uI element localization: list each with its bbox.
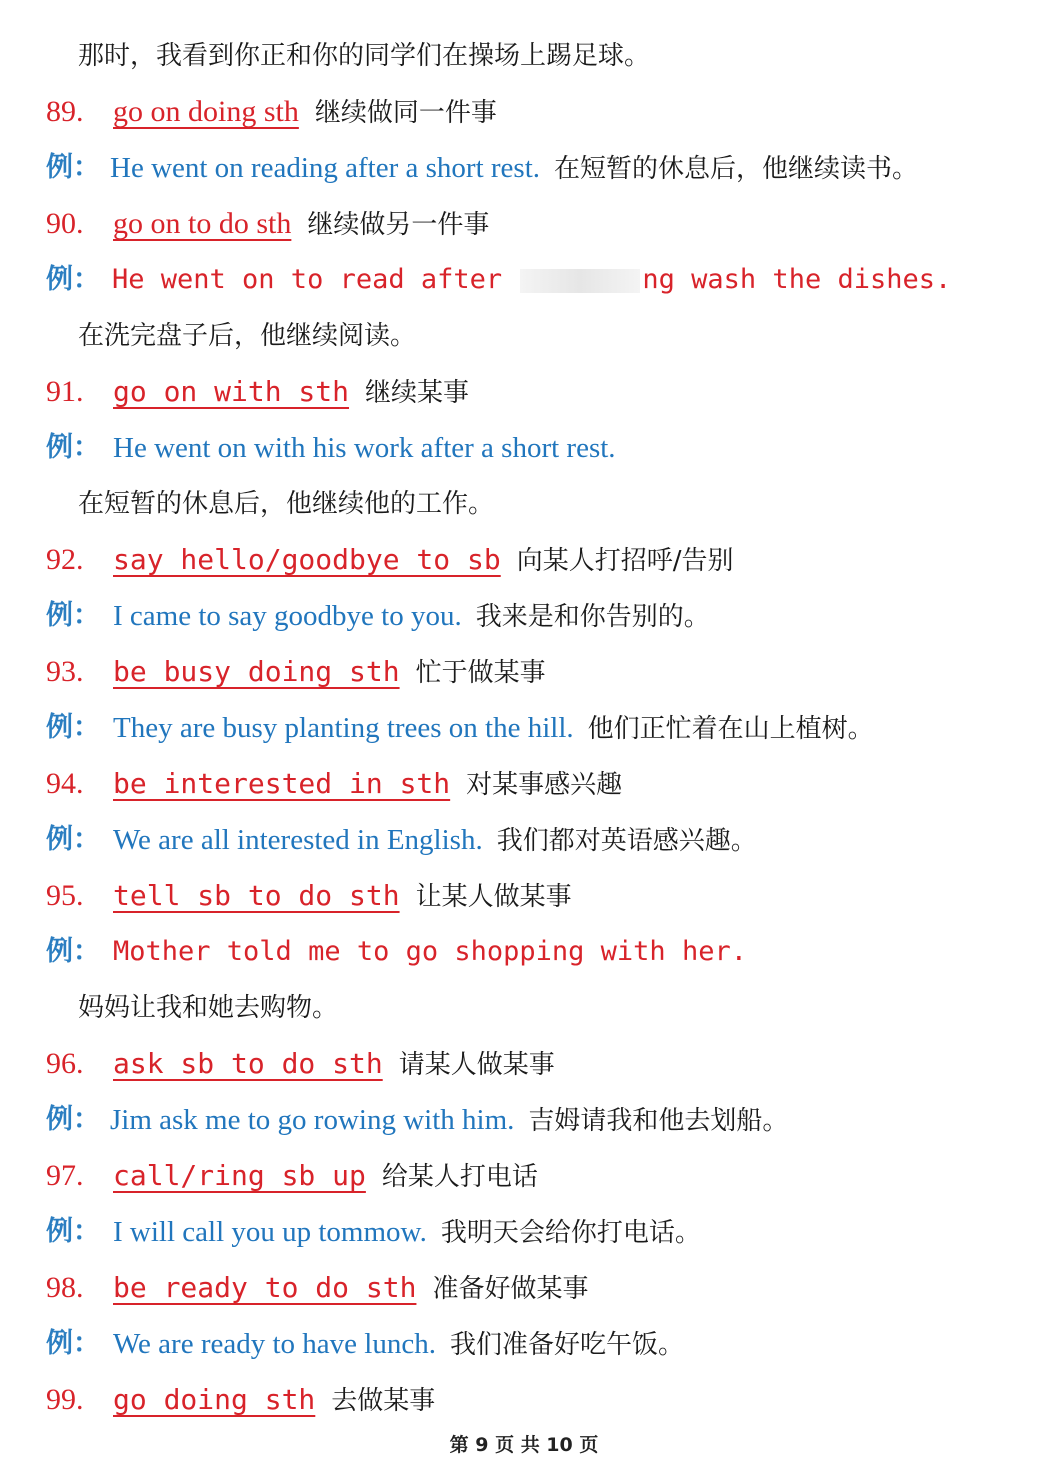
translation-text: 在洗完盘子后，他继续阅读。 [78, 321, 417, 351]
example-text [113, 928, 747, 976]
example-text [110, 1096, 788, 1145]
phrase-meaning: 忙于做某事 [415, 658, 546, 688]
example-label: 例： [46, 936, 100, 967]
entry-number: 95. [46, 879, 84, 912]
entry-number: 97. [46, 1159, 84, 1192]
example-english: They are busy planting trees on the hill. [113, 712, 574, 744]
example-92 [0, 592, 1048, 640]
entry-number: 91. [46, 375, 84, 408]
translation-text: 在短暂的休息后，他继续他的工作。 [78, 489, 495, 519]
example-text [113, 1208, 701, 1257]
phrase: go on with sth 继续某事 [113, 368, 469, 417]
example-label: 例： [46, 264, 100, 295]
phrase-meaning: 继续某事 [365, 378, 470, 408]
example-95 [0, 928, 1048, 976]
example-89 [0, 144, 1048, 192]
example-chinese: 我来是和你告别的。 [475, 602, 710, 632]
phrase-meaning: 继续做另一件事 [307, 210, 490, 240]
phrase-meaning: 对某事感兴趣 [466, 770, 623, 800]
example-chinese: 他们正忙着在山上植树。 [587, 714, 874, 744]
example-text [113, 592, 710, 641]
phrase: go doing sth 去做某事 [113, 1376, 435, 1425]
phrase: go on to do sth 继续做另一件事 [113, 200, 489, 249]
entry-number: 98. [46, 1271, 84, 1304]
example-94 [0, 816, 1048, 864]
phrase: go on doing sth 继续做同一件事 [113, 88, 497, 137]
phrase: call/ring sb up 给某人打电话 [113, 1152, 538, 1201]
example-label: 例： [46, 152, 100, 183]
example-91 [0, 424, 1048, 472]
example-english: We are ready to have lunch. [113, 1328, 436, 1360]
example-chinese: 我们准备好吃午饭。 [449, 1330, 684, 1360]
example-label: 例： [46, 712, 100, 743]
example-label: 例： [46, 1216, 100, 1247]
entry-number: 93. [46, 655, 84, 688]
example-label: 例： [46, 432, 100, 463]
example-english: Mother told me to go shopping with her. [113, 936, 747, 967]
phrase: say hello/goodbye to sb 向某人打招呼/告别 [113, 536, 734, 585]
entry-95 [0, 872, 1048, 920]
example-english: He went on with his work after a short rest. [113, 432, 616, 464]
example-english: Jim ask me to go rowing with him. [110, 1104, 515, 1136]
entry-number: 92. [46, 543, 84, 576]
phrase: be interested in sth 对某事感兴趣 [113, 760, 622, 809]
example-text [113, 704, 874, 753]
blurred-region [520, 269, 640, 293]
example-chinese: 我们都对英语感兴趣。 [496, 826, 757, 856]
example-english: I came to say goodbye to you. [113, 600, 462, 632]
example-text [113, 424, 616, 473]
entry-98 [0, 1264, 1048, 1312]
entry-94 [0, 760, 1048, 808]
translation-95 [0, 984, 1048, 1032]
example-97 [0, 1208, 1048, 1256]
entry-number: 89. [46, 95, 84, 128]
phrase-meaning: 去做某事 [331, 1386, 436, 1416]
example-90 [0, 256, 1048, 304]
example-label: 例： [46, 600, 100, 631]
example-english: I will call you up tommow. [113, 1216, 427, 1248]
entry-number: 96. [46, 1047, 84, 1080]
phrase-meaning: 请某人做某事 [398, 1050, 555, 1080]
phrase: ask sb to do sth 请某人做某事 [113, 1040, 555, 1089]
entry-number: 90. [46, 207, 84, 240]
entry-89 [0, 88, 1048, 136]
example-text [113, 816, 757, 865]
example-chinese: 我明天会给你打电话。 [440, 1218, 701, 1248]
example-chinese: 在短暂的休息后，他继续读书。 [554, 154, 919, 184]
example-label: 例： [46, 1328, 100, 1359]
example-chinese: 吉姆请我和他去划船。 [528, 1106, 789, 1136]
example-text [110, 144, 918, 193]
example-label: 例： [46, 1104, 100, 1135]
entry-97 [0, 1152, 1048, 1200]
phrase: tell sb to do sth 让某人做某事 [113, 872, 572, 921]
example-english: We are all interested in English. [113, 824, 483, 856]
entry-number: 94. [46, 767, 84, 800]
continued-translation-line [0, 32, 1048, 80]
example-text [112, 256, 951, 304]
translation-90 [0, 312, 1048, 360]
translation-text: 妈妈让我和她去购物。 [78, 993, 339, 1023]
phrase: be busy doing sth 忙于做某事 [113, 648, 546, 697]
page-footer: 第 9 页 共 10 页 [449, 1434, 599, 1456]
example-text [113, 1320, 684, 1369]
phrase-meaning: 准备好做某事 [432, 1274, 589, 1304]
example-93 [0, 704, 1048, 752]
phrase: be ready to do sth 准备好做某事 [113, 1264, 588, 1313]
example-label: 例： [46, 824, 100, 855]
example-96 [0, 1096, 1048, 1144]
entry-96 [0, 1040, 1048, 1088]
example-98 [0, 1320, 1048, 1368]
phrase-meaning: 继续做同一件事 [314, 98, 497, 128]
translation-91 [0, 480, 1048, 528]
phrase-meaning: 给某人打电话 [381, 1162, 538, 1192]
translation-text: 那时，我看到你正和你的同学们在操场上踢足球。 [78, 41, 651, 71]
example-english-part1: He went on to read after [112, 264, 519, 295]
entry-92 [0, 536, 1048, 584]
phrase-meaning: 让某人做某事 [415, 882, 572, 912]
entry-90 [0, 200, 1048, 248]
example-english-part2: ng wash the dishes. [642, 264, 952, 295]
example-english: He went on reading after a short rest. [110, 152, 541, 184]
entry-number: 99. [46, 1383, 84, 1416]
entry-93 [0, 648, 1048, 696]
entry-99 [0, 1376, 1048, 1424]
phrase-meaning: 向某人打招呼/告别 [516, 546, 734, 576]
entry-91 [0, 368, 1048, 416]
